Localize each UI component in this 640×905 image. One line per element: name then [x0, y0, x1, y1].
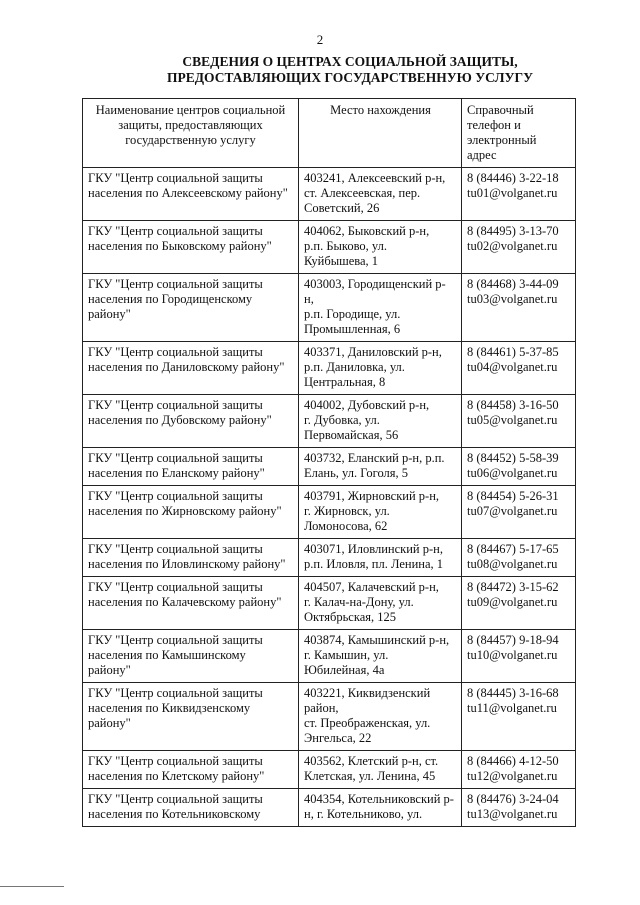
- text-line: г. Камышин, ул.: [304, 648, 389, 662]
- table-header: [83, 99, 576, 168]
- center-contact-cell: [462, 789, 576, 827]
- text-line: Куйбышева, 1: [304, 254, 379, 268]
- email-address: tu01@volganet.ru: [467, 186, 558, 200]
- text-line: ГКУ "Центр социальной защиты: [88, 224, 263, 238]
- center-location-cell: [299, 486, 462, 539]
- text-line: ГКУ "Центр социальной защиты: [88, 398, 263, 412]
- email-address: tu08@volganet.ru: [467, 557, 558, 571]
- center-location-cell: [299, 683, 462, 751]
- table-row: [83, 274, 576, 342]
- text-line: 404002, Дубовский р-н,: [304, 398, 430, 412]
- text-line: н, г. Котельниково, ул.: [304, 807, 423, 821]
- table-row: [83, 683, 576, 751]
- center-name-cell: [83, 342, 299, 395]
- center-name-cell: [83, 789, 299, 827]
- text-line: район,: [304, 701, 339, 715]
- email-address: tu05@volganet.ru: [467, 413, 558, 427]
- text-line: 403791, Жирновский р-н,: [304, 489, 440, 503]
- text-line: электронный: [467, 133, 537, 147]
- center-location-cell: [299, 448, 462, 486]
- table-row: [83, 577, 576, 630]
- text-line: г. Дубовка, ул.: [304, 413, 380, 427]
- text-line: ГКУ "Центр социальной защиты: [88, 277, 263, 291]
- center-name-cell: [83, 221, 299, 274]
- center-contact-cell: [462, 630, 576, 683]
- text-line: Справочный: [467, 103, 534, 117]
- text-line: населения по Котельниковскому: [88, 807, 261, 821]
- text-line: населения по Дубовскому району": [88, 413, 272, 427]
- phone-number: 8 (84445) 3-16-68: [467, 686, 559, 700]
- text-line: 403732, Еланский р-н, р.п.: [304, 451, 445, 465]
- footnote-divider: [0, 886, 64, 887]
- text-line: Наименование центров социальной: [95, 103, 286, 117]
- text-line: населения по Алексеевскому району": [88, 186, 288, 200]
- center-name-cell: [83, 539, 299, 577]
- center-location-cell: [299, 577, 462, 630]
- title-line: СВЕДЕНИЯ О ЦЕНТРАХ СОЦИАЛЬНОЙ ЗАЩИТЫ,: [182, 54, 518, 69]
- center-location-cell: [299, 221, 462, 274]
- email-address: tu03@volganet.ru: [467, 292, 558, 306]
- center-location-cell: [299, 274, 462, 342]
- text-line: Елань, ул. Гоголя, 5: [304, 466, 409, 480]
- text-line: ГКУ "Центр социальной защиты: [88, 489, 263, 503]
- text-line: населения по Еланскому району": [88, 466, 265, 480]
- text-line: населения по Даниловскому району": [88, 360, 285, 374]
- text-line: адрес: [467, 148, 497, 162]
- phone-number: 8 (84472) 3-15-62: [467, 580, 559, 594]
- center-contact-cell: [462, 683, 576, 751]
- phone-number: 8 (84468) 3-44-09: [467, 277, 559, 291]
- email-address: tu10@volganet.ru: [467, 648, 558, 662]
- text-line: ГКУ "Центр социальной защиты: [88, 754, 263, 768]
- text-line: населения по Калачевскому району": [88, 595, 282, 609]
- center-location-cell: [299, 539, 462, 577]
- text-line: ГКУ "Центр социальной защиты: [88, 633, 263, 647]
- text-line: ст. Алексеевская, пер.: [304, 186, 421, 200]
- center-contact-cell: [462, 539, 576, 577]
- table-header-row: [83, 99, 576, 168]
- text-line: Энгельса, 22: [304, 731, 372, 745]
- text-line: телефон и: [467, 118, 521, 132]
- text-line: району": [88, 716, 131, 730]
- center-location-cell: [299, 630, 462, 683]
- center-name-cell: [83, 168, 299, 221]
- title-line: ПРЕДОСТАВЛЯЮЩИХ ГОСУДАРСТВЕННУЮ УСЛУГУ: [167, 70, 533, 85]
- table-row: [83, 751, 576, 789]
- center-contact-cell: [462, 751, 576, 789]
- text-line: р.п. Иловля, пл. Ленина, 1: [304, 557, 444, 571]
- text-line: ст. Преображенская, ул.: [304, 716, 431, 730]
- text-line: 403371, Даниловский р-н,: [304, 345, 442, 359]
- phone-number: 8 (84466) 4-12-50: [467, 754, 559, 768]
- social-centers-table: [82, 98, 576, 827]
- text-line: Место нахождения: [330, 103, 431, 117]
- table-row: [83, 221, 576, 274]
- text-line: государственную услугу: [125, 133, 256, 147]
- table-row: [83, 395, 576, 448]
- phone-number: 8 (84461) 5-37-85: [467, 345, 559, 359]
- text-line: Советский, 26: [304, 201, 380, 215]
- center-contact-cell: [462, 168, 576, 221]
- center-location-cell: [299, 395, 462, 448]
- text-line: 404354, Котельниковский р-: [304, 792, 454, 806]
- center-name-cell: [83, 448, 299, 486]
- email-address: tu07@volganet.ru: [467, 504, 558, 518]
- header-location: [299, 99, 462, 168]
- center-contact-cell: [462, 342, 576, 395]
- text-line: Октябрьская, 125: [304, 610, 397, 624]
- text-line: Клетская, ул. Ленина, 45: [304, 769, 436, 783]
- center-contact-cell: [462, 395, 576, 448]
- text-line: 403003, Городищенский р-: [304, 277, 446, 291]
- center-name-cell: [83, 630, 299, 683]
- text-line: населения по Иловлинскому району": [88, 557, 286, 571]
- email-address: tu09@volganet.ru: [467, 595, 558, 609]
- text-line: г. Жирновск, ул.: [304, 504, 390, 518]
- center-name-cell: [83, 395, 299, 448]
- center-location-cell: [299, 751, 462, 789]
- center-name-cell: [83, 274, 299, 342]
- text-line: населения по Жирновскому району": [88, 504, 282, 518]
- header-name: [83, 99, 299, 168]
- center-name-cell: [83, 683, 299, 751]
- page-number: 2: [316, 32, 324, 47]
- phone-number: 8 (84457) 9-18-94: [467, 633, 559, 647]
- phone-number: 8 (84452) 5-58-39: [467, 451, 559, 465]
- text-line: г. Калач-на-Дону, ул.: [304, 595, 414, 609]
- email-address: tu06@volganet.ru: [467, 466, 558, 480]
- email-address: tu02@volganet.ru: [467, 239, 558, 253]
- table-row: [83, 630, 576, 683]
- text-line: 403071, Иловлинский р-н,: [304, 542, 443, 556]
- center-name-cell: [83, 751, 299, 789]
- text-line: 404062, Быковский р-н,: [304, 224, 430, 238]
- table-row: [83, 342, 576, 395]
- phone-number: 8 (84454) 5-26-31: [467, 489, 559, 503]
- center-contact-cell: [462, 448, 576, 486]
- document-title: [130, 54, 570, 86]
- phone-number: 8 (84467) 5-17-65: [467, 542, 559, 556]
- text-line: ГКУ "Центр социальной защиты: [88, 792, 263, 806]
- phone-number: 8 (84476) 3-24-04: [467, 792, 559, 806]
- text-line: населения по Камышинскому: [88, 648, 246, 662]
- phone-number: 8 (84458) 3-16-50: [467, 398, 559, 412]
- text-line: ГКУ "Центр социальной защиты: [88, 451, 263, 465]
- text-line: району": [88, 307, 131, 321]
- text-line: ГКУ "Центр социальной защиты: [88, 171, 263, 185]
- text-line: 403562, Клетский р-н, ст.: [304, 754, 439, 768]
- center-contact-cell: [462, 221, 576, 274]
- text-line: населения по Клетскому району": [88, 769, 265, 783]
- text-line: ГКУ "Центр социальной защиты: [88, 345, 263, 359]
- text-line: ГКУ "Центр социальной защиты: [88, 686, 263, 700]
- text-line: Первомайская, 56: [304, 428, 399, 442]
- text-line: 403221, Киквидзенский: [304, 686, 431, 700]
- text-line: р.п. Городище, ул.: [304, 307, 401, 321]
- center-contact-cell: [462, 486, 576, 539]
- text-line: 404507, Калачевский р-н,: [304, 580, 439, 594]
- text-line: 403241, Алексеевский р-н,: [304, 171, 446, 185]
- header-contact: [462, 99, 576, 168]
- table-body: [83, 168, 576, 827]
- email-address: tu12@volganet.ru: [467, 769, 558, 783]
- center-location-cell: [299, 168, 462, 221]
- text-line: населения по Киквидзенскому: [88, 701, 251, 715]
- text-line: Юбилейная, 4а: [304, 663, 385, 677]
- table-row: [83, 168, 576, 221]
- text-line: Центральная, 8: [304, 375, 386, 389]
- text-line: р.п. Даниловка, ул.: [304, 360, 405, 374]
- table-row: [83, 448, 576, 486]
- text-line: защиты, предоставляющих: [118, 118, 263, 132]
- email-address: tu11@volganet.ru: [467, 701, 557, 715]
- text-line: населения по Городищенскому: [88, 292, 253, 306]
- text-line: р.п. Быково, ул.: [304, 239, 387, 253]
- phone-number: 8 (84446) 3-22-18: [467, 171, 559, 185]
- table-row: [83, 486, 576, 539]
- text-line: Ломоносова, 62: [304, 519, 388, 533]
- text-line: ГКУ "Центр социальной защиты: [88, 580, 263, 594]
- center-contact-cell: [462, 274, 576, 342]
- email-address: tu13@volganet.ru: [467, 807, 558, 821]
- table-row: [83, 539, 576, 577]
- text-line: населения по Быковскому району": [88, 239, 272, 253]
- center-contact-cell: [462, 577, 576, 630]
- text-line: н,: [304, 292, 314, 306]
- center-location-cell: [299, 789, 462, 827]
- center-name-cell: [83, 486, 299, 539]
- text-line: 403874, Камышинский р-н,: [304, 633, 450, 647]
- text-line: ГКУ "Центр социальной защиты: [88, 542, 263, 556]
- center-location-cell: [299, 342, 462, 395]
- phone-number: 8 (84495) 3-13-70: [467, 224, 559, 238]
- text-line: району": [88, 663, 131, 677]
- text-line: Промышленная, 6: [304, 322, 401, 336]
- table-row: [83, 789, 576, 827]
- email-address: tu04@volganet.ru: [467, 360, 558, 374]
- center-name-cell: [83, 577, 299, 630]
